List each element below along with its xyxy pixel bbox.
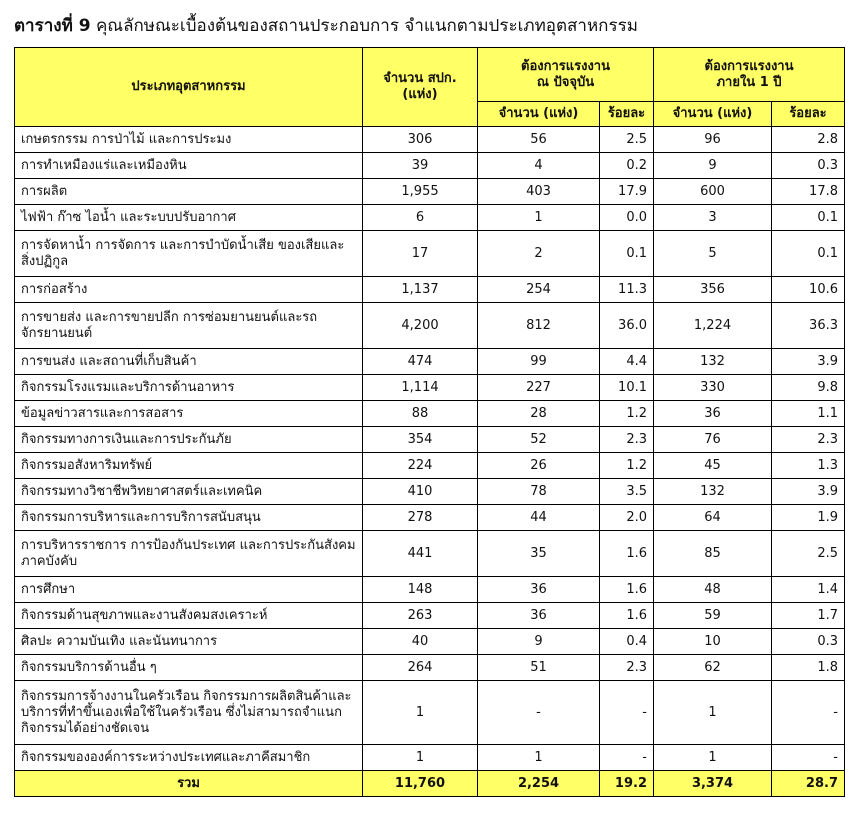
current-percent: 2.3 bbox=[600, 655, 654, 681]
current-percent: 0.2 bbox=[600, 153, 654, 179]
table-title bbox=[14, 12, 638, 39]
table-row bbox=[15, 745, 845, 771]
establishment-count: 1 bbox=[363, 745, 478, 771]
current-count: 812 bbox=[478, 303, 600, 349]
industry-table bbox=[14, 47, 845, 797]
future-count: 36 bbox=[654, 401, 772, 427]
table-row bbox=[15, 153, 845, 179]
table-row bbox=[15, 127, 845, 153]
future-percent: 0.3 bbox=[772, 629, 845, 655]
table-number: ตารางที่ 9 bbox=[14, 16, 91, 36]
industry-name: กิจกรรมขององค์การระหว่างประเทศและภาคีสมาชิก bbox=[15, 745, 363, 771]
current-count: 9 bbox=[478, 629, 600, 655]
future-count: 5 bbox=[654, 231, 772, 277]
current-percent: 0.4 bbox=[600, 629, 654, 655]
future-percent: 1.9 bbox=[772, 505, 845, 531]
header-future-count: จำนวน (แห่ง) bbox=[654, 102, 772, 127]
current-percent: 2.5 bbox=[600, 127, 654, 153]
total-future-count: 3,374 bbox=[654, 771, 772, 797]
industry-name: กิจกรรมทางวิชาชีพวิทยาศาสตร์และเทคนิค bbox=[15, 479, 363, 505]
future-count: 1 bbox=[654, 681, 772, 745]
future-count: 600 bbox=[654, 179, 772, 205]
future-percent: 0.1 bbox=[772, 231, 845, 277]
current-percent: 1.6 bbox=[600, 603, 654, 629]
table-row bbox=[15, 401, 845, 427]
current-count: 52 bbox=[478, 427, 600, 453]
establishment-count: 1,955 bbox=[363, 179, 478, 205]
current-count: 78 bbox=[478, 479, 600, 505]
establishment-count: 6 bbox=[363, 205, 478, 231]
header-current-count: จำนวน (แห่ง) bbox=[478, 102, 600, 127]
current-percent: 1.6 bbox=[600, 577, 654, 603]
table-row bbox=[15, 577, 845, 603]
future-count: 330 bbox=[654, 375, 772, 401]
future-count: 62 bbox=[654, 655, 772, 681]
future-percent: 1.4 bbox=[772, 577, 845, 603]
industry-name: เกษตรกรรม การป่าไม้ และการประมง bbox=[15, 127, 363, 153]
establishment-count: 1,114 bbox=[363, 375, 478, 401]
industry-name: การบริหารราชการ การป้องกันประเทศ และการประกันสังคมภาคบังคับ bbox=[15, 531, 363, 577]
table-header bbox=[15, 48, 845, 127]
establishment-count: 1 bbox=[363, 681, 478, 745]
future-count: 1,224 bbox=[654, 303, 772, 349]
establishment-count: 354 bbox=[363, 427, 478, 453]
current-count: - bbox=[478, 681, 600, 745]
current-percent: 10.1 bbox=[600, 375, 654, 401]
table-row bbox=[15, 629, 845, 655]
current-count: 4 bbox=[478, 153, 600, 179]
establishment-count: 224 bbox=[363, 453, 478, 479]
current-count: 36 bbox=[478, 577, 600, 603]
industry-name: ข้อมูลข่าวสารและการสอสาร bbox=[15, 401, 363, 427]
table-row bbox=[15, 349, 845, 375]
table-row bbox=[15, 479, 845, 505]
future-percent: 10.6 bbox=[772, 277, 845, 303]
future-count: 96 bbox=[654, 127, 772, 153]
table-row bbox=[15, 655, 845, 681]
table-row bbox=[15, 179, 845, 205]
future-percent: 0.3 bbox=[772, 153, 845, 179]
establishment-count: 264 bbox=[363, 655, 478, 681]
future-count: 132 bbox=[654, 479, 772, 505]
table-row bbox=[15, 427, 845, 453]
establishment-count: 263 bbox=[363, 603, 478, 629]
establishment-count: 1,137 bbox=[363, 277, 478, 303]
current-count: 35 bbox=[478, 531, 600, 577]
current-percent: 4.4 bbox=[600, 349, 654, 375]
future-count: 48 bbox=[654, 577, 772, 603]
total-establishments: 11,760 bbox=[363, 771, 478, 797]
current-count: 403 bbox=[478, 179, 600, 205]
table-row bbox=[15, 231, 845, 277]
industry-name: การขายส่ง และการขายปลีก การซ่อมยานยนต์และรถจักรยานยนต์ bbox=[15, 303, 363, 349]
current-count: 44 bbox=[478, 505, 600, 531]
establishment-count: 4,200 bbox=[363, 303, 478, 349]
future-percent: 3.9 bbox=[772, 479, 845, 505]
table-row bbox=[15, 205, 845, 231]
future-percent: 0.1 bbox=[772, 205, 845, 231]
future-percent: 2.5 bbox=[772, 531, 845, 577]
current-percent: 17.9 bbox=[600, 179, 654, 205]
current-count: 26 bbox=[478, 453, 600, 479]
current-count: 36 bbox=[478, 603, 600, 629]
industry-name: กิจกรรมการจ้างงานในครัวเรือน กิจกรรมการผลิตสินค้าและบริการที่ทำขึ้นเองเพื่อใช้ในครัวเรือน ซึ่งไม่สามารถจำแนกกิจกรรมได้อย่างชัดเจน bbox=[15, 681, 363, 745]
total-current-count: 2,254 bbox=[478, 771, 600, 797]
current-count: 1 bbox=[478, 205, 600, 231]
establishment-count: 17 bbox=[363, 231, 478, 277]
current-count: 227 bbox=[478, 375, 600, 401]
table-row bbox=[15, 505, 845, 531]
future-count: 85 bbox=[654, 531, 772, 577]
future-percent: 3.9 bbox=[772, 349, 845, 375]
current-count: 99 bbox=[478, 349, 600, 375]
current-percent: 1.2 bbox=[600, 401, 654, 427]
future-count: 64 bbox=[654, 505, 772, 531]
future-percent: 17.8 bbox=[772, 179, 845, 205]
table-row bbox=[15, 531, 845, 577]
table-body bbox=[15, 127, 845, 797]
future-percent: 1.1 bbox=[772, 401, 845, 427]
header-current-demand: ต้องการแรงงาน ณ ปัจจุบัน bbox=[478, 48, 654, 102]
current-percent: 1.2 bbox=[600, 453, 654, 479]
current-percent: 11.3 bbox=[600, 277, 654, 303]
current-percent: 0.1 bbox=[600, 231, 654, 277]
future-count: 1 bbox=[654, 745, 772, 771]
future-percent: 1.8 bbox=[772, 655, 845, 681]
industry-name: กิจกรรมการบริหารและการบริการสนับสนุน bbox=[15, 505, 363, 531]
total-row bbox=[15, 771, 845, 797]
future-count: 59 bbox=[654, 603, 772, 629]
future-percent: 2.3 bbox=[772, 427, 845, 453]
table-row bbox=[15, 375, 845, 401]
header-establishments: จำนวน สปก. (แห่ง) bbox=[363, 48, 478, 127]
future-percent: - bbox=[772, 681, 845, 745]
industry-name: กิจกรรมด้านสุขภาพและงานสังคมสงเคราะห์ bbox=[15, 603, 363, 629]
current-percent: 0.0 bbox=[600, 205, 654, 231]
establishment-count: 410 bbox=[363, 479, 478, 505]
table-caption: คุณลักษณะเบื้องต้นของสถานประกอบการ จำแนกตามประเภทอุตสาหกรรม bbox=[95, 16, 638, 36]
table-row bbox=[15, 603, 845, 629]
establishment-count: 441 bbox=[363, 531, 478, 577]
future-percent: 2.8 bbox=[772, 127, 845, 153]
future-percent: 1.3 bbox=[772, 453, 845, 479]
table-row bbox=[15, 681, 845, 745]
future-percent: 1.7 bbox=[772, 603, 845, 629]
industry-name: การจัดหาน้ำ การจัดการ และการบำบัดน้ำเสีย ของเสียและสิ่งปฏิกูล bbox=[15, 231, 363, 277]
current-count: 51 bbox=[478, 655, 600, 681]
header-industry: ประเภทอุตสาหกรรม bbox=[15, 48, 363, 127]
current-count: 2 bbox=[478, 231, 600, 277]
future-count: 3 bbox=[654, 205, 772, 231]
future-percent: 36.3 bbox=[772, 303, 845, 349]
table-row bbox=[15, 303, 845, 349]
current-count: 254 bbox=[478, 277, 600, 303]
industry-name: กิจกรรมบริการด้านอื่น ๆ bbox=[15, 655, 363, 681]
header-current-percent: ร้อยละ bbox=[600, 102, 654, 127]
future-count: 132 bbox=[654, 349, 772, 375]
industry-name: การก่อสร้าง bbox=[15, 277, 363, 303]
future-percent: 9.8 bbox=[772, 375, 845, 401]
establishment-count: 40 bbox=[363, 629, 478, 655]
current-percent: 2.0 bbox=[600, 505, 654, 531]
establishment-count: 474 bbox=[363, 349, 478, 375]
industry-name: การผลิต bbox=[15, 179, 363, 205]
industry-name: การขนส่ง และสถานที่เก็บสินค้า bbox=[15, 349, 363, 375]
future-count: 9 bbox=[654, 153, 772, 179]
industry-name: การทำเหมืองแร่และเหมืองหิน bbox=[15, 153, 363, 179]
future-percent: - bbox=[772, 745, 845, 771]
header-future-demand: ต้องการแรงงาน ภายใน 1 ปี bbox=[654, 48, 845, 102]
current-count: 1 bbox=[478, 745, 600, 771]
industry-name: กิจกรรมโรงแรมและบริการด้านอาหาร bbox=[15, 375, 363, 401]
establishment-count: 39 bbox=[363, 153, 478, 179]
future-count: 10 bbox=[654, 629, 772, 655]
table-row bbox=[15, 453, 845, 479]
establishment-count: 88 bbox=[363, 401, 478, 427]
total-label: รวม bbox=[15, 771, 363, 797]
header-future-percent: ร้อยละ bbox=[772, 102, 845, 127]
current-count: 28 bbox=[478, 401, 600, 427]
current-count: 56 bbox=[478, 127, 600, 153]
total-current-percent: 19.2 bbox=[600, 771, 654, 797]
establishment-count: 306 bbox=[363, 127, 478, 153]
current-percent: 1.6 bbox=[600, 531, 654, 577]
establishment-count: 148 bbox=[363, 577, 478, 603]
industry-name: ศิลปะ ความบันเทิง และนันทนาการ bbox=[15, 629, 363, 655]
industry-name: การศึกษา bbox=[15, 577, 363, 603]
current-percent: - bbox=[600, 745, 654, 771]
establishment-count: 278 bbox=[363, 505, 478, 531]
future-count: 356 bbox=[654, 277, 772, 303]
current-percent: - bbox=[600, 681, 654, 745]
table-row bbox=[15, 277, 845, 303]
industry-name: ไฟฟ้า ก๊าซ ไอน้ำ และระบบปรับอากาศ bbox=[15, 205, 363, 231]
current-percent: 3.5 bbox=[600, 479, 654, 505]
total-future-percent: 28.7 bbox=[772, 771, 845, 797]
future-count: 45 bbox=[654, 453, 772, 479]
future-count: 76 bbox=[654, 427, 772, 453]
industry-name: กิจกรรมทางการเงินและการประกันภัย bbox=[15, 427, 363, 453]
current-percent: 2.3 bbox=[600, 427, 654, 453]
current-percent: 36.0 bbox=[600, 303, 654, 349]
industry-name: กิจกรรมอสังหาริมทรัพย์ bbox=[15, 453, 363, 479]
